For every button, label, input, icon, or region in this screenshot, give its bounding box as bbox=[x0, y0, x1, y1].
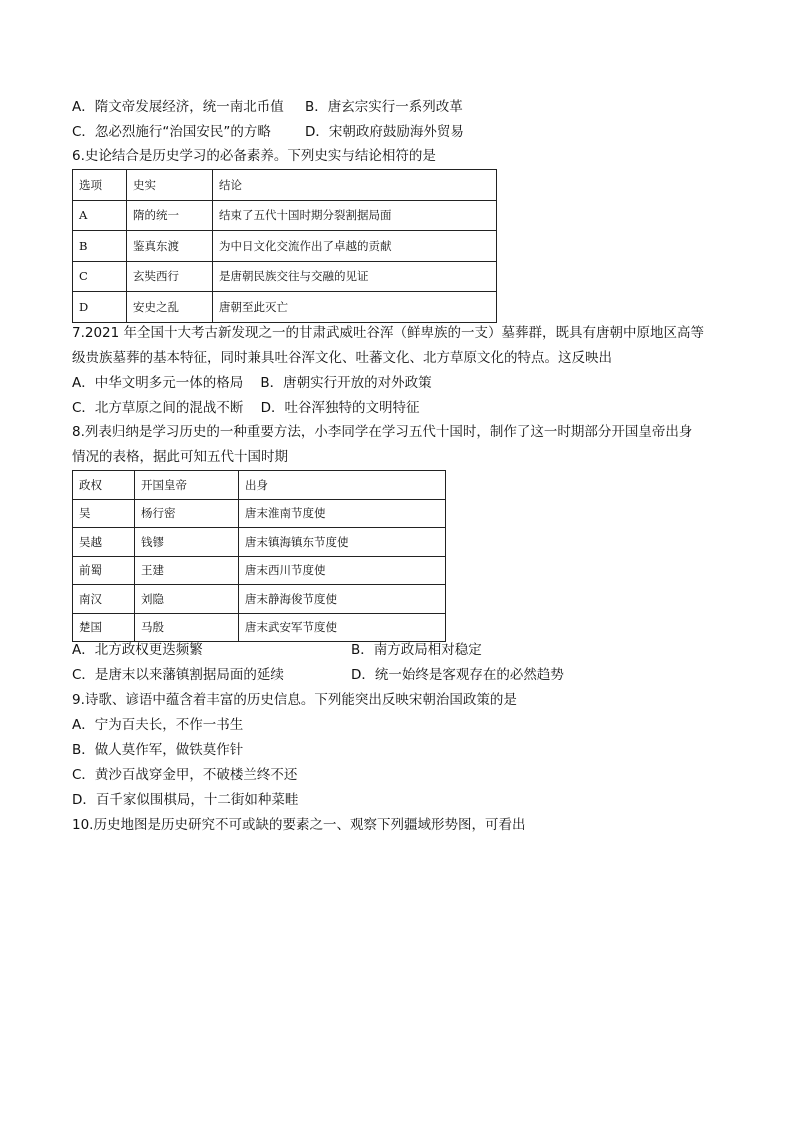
table-cell: 是唐朝民族交往与交融的见证 bbox=[213, 261, 497, 292]
table-cell: 安史之乱 bbox=[127, 292, 213, 323]
table-row bbox=[73, 292, 497, 323]
table-row bbox=[73, 585, 446, 614]
table-cell: 钱镠 bbox=[135, 528, 239, 557]
table-cell: 杨行密 bbox=[135, 499, 239, 528]
table-row bbox=[73, 499, 446, 528]
table-cell: 唐末西川节度使 bbox=[239, 556, 446, 585]
q8-table bbox=[72, 470, 446, 642]
table-cell: 唐朝至此灭亡 bbox=[213, 292, 497, 323]
q9-stem: 9.诗歌、谚语中蕴含着丰富的历史信息。下列能突出反映宋朝治国政策的是 bbox=[72, 692, 517, 708]
table-cell: 唐末淮南节度使 bbox=[239, 499, 446, 528]
q8-option-c: C．是唐末以来藩镇割据局面的延续 bbox=[72, 667, 284, 683]
table-cell: 吴 bbox=[73, 499, 135, 528]
table-cell: 为中日文化交流作出了卓越的贡献 bbox=[213, 231, 497, 262]
q9-option-a: A．宁为百夫长，不作一书生 bbox=[72, 717, 244, 733]
table-header-row bbox=[73, 170, 497, 201]
table-cell: 唐末镇海镇东节度使 bbox=[239, 528, 446, 557]
table-header-cell: 政权 bbox=[73, 471, 135, 500]
table-cell: 马殷 bbox=[135, 613, 239, 642]
table-header-cell: 选项 bbox=[73, 170, 127, 201]
q7-stem-line1: 7.2021 年全国十大考古新发现之一的甘肃武威吐谷浑（鲜卑族的一支）墓葬群，既具有唐朝中原地区高等 bbox=[72, 325, 705, 341]
table-row bbox=[73, 556, 446, 585]
q9-option-d: D．百千家似围棋局，十二街如种菜畦 bbox=[72, 792, 299, 808]
q8-option-b: B．南方政局相对稳定 bbox=[351, 642, 482, 658]
q5-option-d: D．宋朝政府鼓励海外贸易 bbox=[305, 124, 464, 140]
q8-stem-line2: 情况的表格，据此可知五代十国时期 bbox=[72, 449, 288, 465]
table-row bbox=[73, 231, 497, 262]
q6-table bbox=[72, 169, 497, 323]
table-cell: 鉴真东渡 bbox=[127, 231, 213, 262]
q8-option-d: D．统一始终是客观存在的必然趋势 bbox=[351, 667, 564, 683]
q7-options-line2: C．北方草原之间的混战不断 D．吐谷浑独特的文明特征 bbox=[72, 400, 420, 416]
q7-stem-line2: 级贵族墓葬的基本特征，同时兼具吐谷浑文化、吐蕃文化、北方草原文化的特点。这反映出 bbox=[72, 350, 612, 366]
table-cell: C bbox=[73, 261, 127, 292]
table-cell: 玄奘西行 bbox=[127, 261, 213, 292]
table-row bbox=[73, 261, 497, 292]
table-cell: A bbox=[73, 200, 127, 231]
table-cell: 前蜀 bbox=[73, 556, 135, 585]
table-cell: 刘隐 bbox=[135, 585, 239, 614]
table-row bbox=[73, 613, 446, 642]
q5-option-a: A．隋文帝发展经济，统一南北币值 bbox=[72, 99, 284, 115]
table-header-cell: 史实 bbox=[127, 170, 213, 201]
q5-option-c: C．忽必烈施行“治国安民”的方略 bbox=[72, 124, 271, 140]
table-cell: D bbox=[73, 292, 127, 323]
table-header-row bbox=[73, 471, 446, 500]
q9-option-b: B．做人莫作军，做铁莫作针 bbox=[72, 742, 244, 758]
table-row bbox=[73, 200, 497, 231]
table-cell: 结束了五代十国时期分裂割据局面 bbox=[213, 200, 497, 231]
table-cell: B bbox=[73, 231, 127, 262]
table-cell: 王建 bbox=[135, 556, 239, 585]
q5-option-b: B．唐玄宗实行一系列改革 bbox=[305, 99, 463, 115]
q8-option-a: A．北方政权更迭频繁 bbox=[72, 642, 203, 658]
table-header-cell: 开国皇帝 bbox=[135, 471, 239, 500]
table-header-cell: 出身 bbox=[239, 471, 446, 500]
q10-stem: 10.历史地图是历史研究不可或缺的要素之一、观察下列疆域形势图，可看出 bbox=[72, 817, 526, 833]
table-cell: 唐末武安军节度使 bbox=[239, 613, 446, 642]
q9-option-c: C．黄沙百战穿金甲，不破楼兰终不还 bbox=[72, 767, 298, 783]
q8-stem-line1: 8.列表归纳是学习历史的一种重要方法，小李同学在学习五代十国时，制作了这一时期部分开国皇帝出身 bbox=[72, 424, 693, 440]
table-cell: 吴越 bbox=[73, 528, 135, 557]
table-cell: 楚国 bbox=[73, 613, 135, 642]
q7-options-line1: A．中华文明多元一体的格局 B．唐朝实行开放的对外政策 bbox=[72, 375, 432, 391]
table-cell: 隋的统一 bbox=[127, 200, 213, 231]
table-cell: 南汉 bbox=[73, 585, 135, 614]
table-row bbox=[73, 528, 446, 557]
table-cell: 唐末静海俊节度使 bbox=[239, 585, 446, 614]
q6-stem: 6.史论结合是历史学习的必备素养。下列史实与结论相符的是 bbox=[72, 148, 436, 164]
table-header-cell: 结论 bbox=[213, 170, 497, 201]
